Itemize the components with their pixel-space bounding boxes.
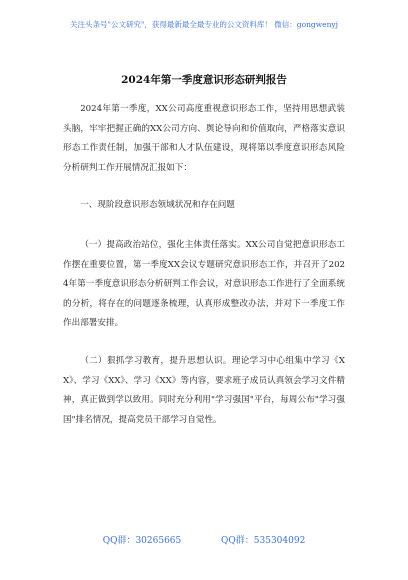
footer-contact <box>0 533 408 546</box>
item-paragraph-1: （一）提高政治站位，强化主体责任落实。XX公司自觉把意识形态工作摆在重要位置，第一季度XX会议专题研究意识形态工作，并召开了2024年第一季度意识形态分析研判工作会议，对意识形态工作进行了全面系统的分析，将存在的问题逐条梳理，认真形成整改办法，并对下一季度工作作出部署安排。 <box>63 239 345 329</box>
intro-paragraph: 2024年第一季度，XX公司高度重视意识形态工作，坚持用思想武装头脑，牢牢把握正确的XX公司方向、舆论导向和价值取向，严格落实意识形态工作责任制，加强干部和人才队伍建设，现将第以季度意识形态风险分析研判工作开展情况汇报如下： <box>63 104 345 173</box>
document-body <box>63 100 345 430</box>
qq-group-2: QQ群：535304092 <box>221 536 306 546</box>
qq-group-1: QQ群：30265665 <box>102 536 182 546</box>
document-title: 2024年第一季度意识形态研判报告 <box>121 74 287 86</box>
item-paragraph-2: （二）狠抓学习教育，提升思想认识。理论学习中心组集中学习《XX》、学习《XX》、学习《XX》等内容，要求班子成员认真领会学习文件精神，真正做到学以致用。同时充分利用"学习强国"平台，每周公布"学习强国"排名情况，提高党员干部学习自觉性。 <box>63 355 345 425</box>
section-heading: 一、现阶段意识形态领域状况和存在问题 <box>80 200 235 211</box>
header-banner: 关注头条号"公文研究"，获得最新最全最专业的公文资料库！ 微信：gongwenyj <box>70 20 338 29</box>
